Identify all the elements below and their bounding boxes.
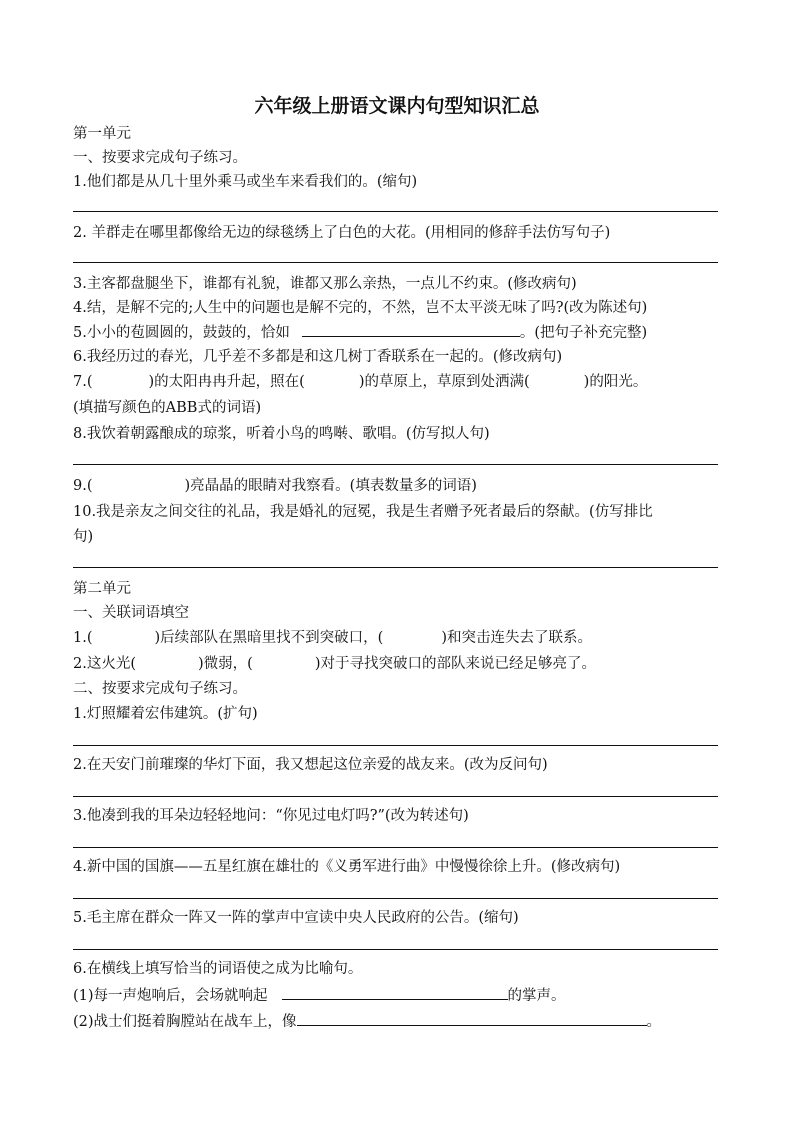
unit1-q10-line1: 10.我是亲友之间交往的礼品，我是婚礼的冠冕，我是生者赠予死者最后的祭献。(仿写排比 [73, 504, 653, 520]
unit1-heading: 第一单元 [73, 126, 131, 142]
unit1-q3: 3.主客都盘腿坐下，谁都有礼貌，谁都又那么亲热，一点儿不约束。(修改病句) [73, 276, 577, 292]
unit2-s2: 2.在天安门前璀璨的华灯下面，我又想起这位亲爱的战友来。(改为反问句) [73, 757, 548, 773]
unit2-heading: 第二单元 [73, 581, 131, 597]
unit1-section1-heading: 一、按要求完成句子练习。 [73, 150, 247, 166]
answer-line-u2-s4[interactable] [73, 898, 718, 899]
unit2-section1-heading: 一、关联词语填空 [73, 605, 189, 621]
unit2-s6b [73, 1011, 661, 1031]
fill-blank-u2-s6a[interactable] [282, 985, 508, 1000]
unit1-q5-prefix: 5.小小的苞圆圆的，鼓鼓的，恰如 [73, 325, 290, 341]
unit2-fill1-part3: )和突击连失去了联系。 [441, 630, 592, 646]
unit2-s6a-prefix: (1)每一声炮响后，会场就响起 [73, 988, 268, 1004]
unit1-q7-part2: )的太阳冉冉升起，照在( [148, 374, 305, 390]
unit2-s6a [73, 985, 566, 1005]
unit2-section2-heading: 二、按要求完成句子练习。 [73, 681, 247, 697]
unit1-q7-part3: )的草原上，草原到处洒满( [358, 374, 530, 390]
page-title: 六年级上册语文课内句型知识汇总 [254, 95, 540, 117]
unit1-q4: 4.结，是解不完的;人生中的问题也是解不完的，不然，岂不太平淡无味了吗?(改为陈述句) [73, 300, 648, 316]
answer-line-u2-s5[interactable] [73, 949, 718, 950]
unit2-fill2-part3: )对于寻找突破口的部队来说已经足够亮了。 [314, 656, 596, 672]
unit1-q6: 6.我经历过的春光，几乎差不多都是和这几树丁香联系在一起的。(修改病句) [73, 349, 563, 365]
unit1-q7-part1: 7.( [73, 374, 93, 390]
answer-line-u1-q2[interactable] [73, 262, 718, 263]
unit2-s5: 5.毛主席在群众一阵又一阵的掌声中宣读中央人民政府的公告。(缩句) [73, 910, 519, 926]
unit2-s6a-suffix: 的掌声。 [507, 988, 566, 1004]
unit1-q5-suffix: 。(把句子补充完整) [519, 325, 648, 341]
unit1-q8: 8.我饮着朝露酿成的琼浆，听着小鸟的鸣啭、歌唱。(仿写拟人句) [73, 426, 490, 442]
unit1-q9-part2: )亮晶晶的眼睛对我察看。(填表数量多的词语) [184, 478, 477, 494]
unit1-q9-part1: 9.( [73, 478, 93, 494]
unit2-s6b-suffix: 。 [646, 1014, 662, 1030]
unit1-q7 [73, 372, 647, 392]
unit2-fill1-part1: 1.( [73, 630, 93, 646]
answer-line-u2-s2[interactable] [73, 796, 718, 797]
unit1-q2: 2. 羊群走在哪里都像给无边的绿毯绣上了白色的大花。(用相同的修辞手法仿写句子) [73, 225, 611, 241]
unit2-s1: 1.灯照耀着宏伟建筑。(扩句) [73, 706, 258, 722]
fill-blank-u1-q5[interactable] [302, 322, 520, 337]
unit2-fill2-part2: )微弱，( [198, 656, 253, 672]
unit2-s6: 6.在横线上填写恰当的词语使之成为比喻句。 [73, 961, 363, 977]
unit1-q9 [73, 476, 477, 496]
unit2-fill2 [73, 654, 596, 674]
unit1-q7-part4: )的阳光。 [583, 374, 648, 390]
answer-line-u2-s3[interactable] [73, 847, 718, 848]
unit2-fill1 [73, 628, 592, 648]
unit2-s3: 3.他凑到我的耳朵边轻轻地问：“你见过电灯吗?”(改为转述句) [73, 808, 469, 824]
unit2-fill2-part1: 2.这火光( [73, 656, 136, 672]
fill-blank-u2-s6b[interactable] [297, 1011, 647, 1026]
answer-line-u2-s1[interactable] [73, 745, 718, 746]
unit1-q1: 1.他们都是从几十里外乘马或坐车来看我们的。(缩句) [73, 174, 418, 190]
unit2-s4: 4.新中国的国旗——五星红旗在雄壮的《义勇军进行曲》中慢慢徐徐上升。(修改病句) [73, 859, 621, 875]
answer-line-u1-q10[interactable] [73, 567, 718, 568]
unit1-q7-note: (填描写颜色的ABB式的词语) [73, 400, 262, 416]
unit1-q10-line2: 句) [73, 529, 94, 545]
unit2-s6b-prefix: (2)战士们挺着胸膛站在战车上，像 [73, 1014, 297, 1030]
unit2-fill1-part2: )后续部队在黑暗里找不到突破口，( [154, 630, 384, 646]
answer-line-u1-q8[interactable] [73, 464, 718, 465]
answer-line-u1-q1[interactable] [73, 211, 718, 212]
unit1-q5 [73, 322, 647, 342]
